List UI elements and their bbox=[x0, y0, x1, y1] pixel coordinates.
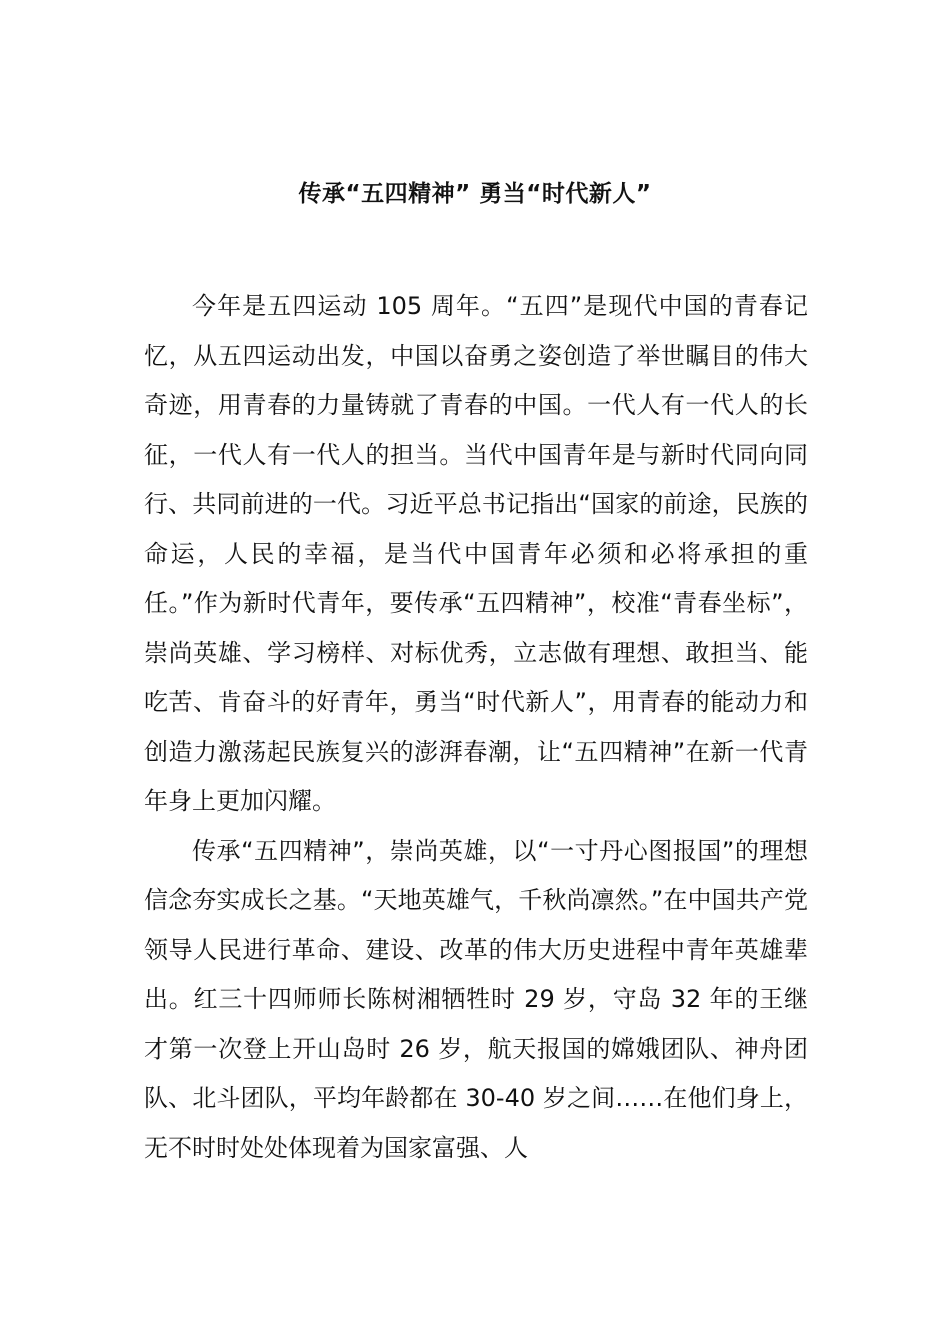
document-body bbox=[144, 282, 808, 1173]
paragraph-2: 传承“五四精神”，崇尚英雄，以“一寸丹心图报国”的理想信念夯实成长之基。“天地英雄气，千秋尚凛然。”在中国共产党领导人民进行革命、建设、改革的伟大历史进程中青年英雄辈出。红三十四师师长陈树湘牺牲时 29 岁，守岛 32 年的王继才第一次登上开山岛时 26 岁，航天报国的嫦娥团队、神舟团队、北斗团队，平均年龄都在 30-40 岁之间……在他们身上，无不时时处处体现着为国家富强、人 bbox=[144, 836, 808, 1162]
paragraph-1: 今年是五四运动 105 周年。“五四”是现代中国的青春记忆，从五四运动出发，中国以奋勇之姿创造了举世瞩目的伟大奇迹，用青春的力量铸就了青春的中国。一代人有一代人的长征，一代人有一代人的担当。当代中国青年是与新时代同向同行、共同前进的一代。习近平总书记指出“国家的前途，民族的命运，人民的幸福，是当代中国青年必须和必将承担的重任。”作为新时代青年，要传承“五四精神”，校准“青春坐标”，崇尚英雄、学习榜样、对标优秀，立志做有理想、敢担当、能吃苦、肯奋斗的好青年，勇当“时代新人”，用青春的能动力和创造力激荡起民族复兴的澎湃春潮，让“五四精神”在新一代青年身上更加闪耀。 bbox=[144, 292, 808, 815]
document-title: 传承“五四精神” 勇当“时代新人” bbox=[298, 181, 652, 208]
